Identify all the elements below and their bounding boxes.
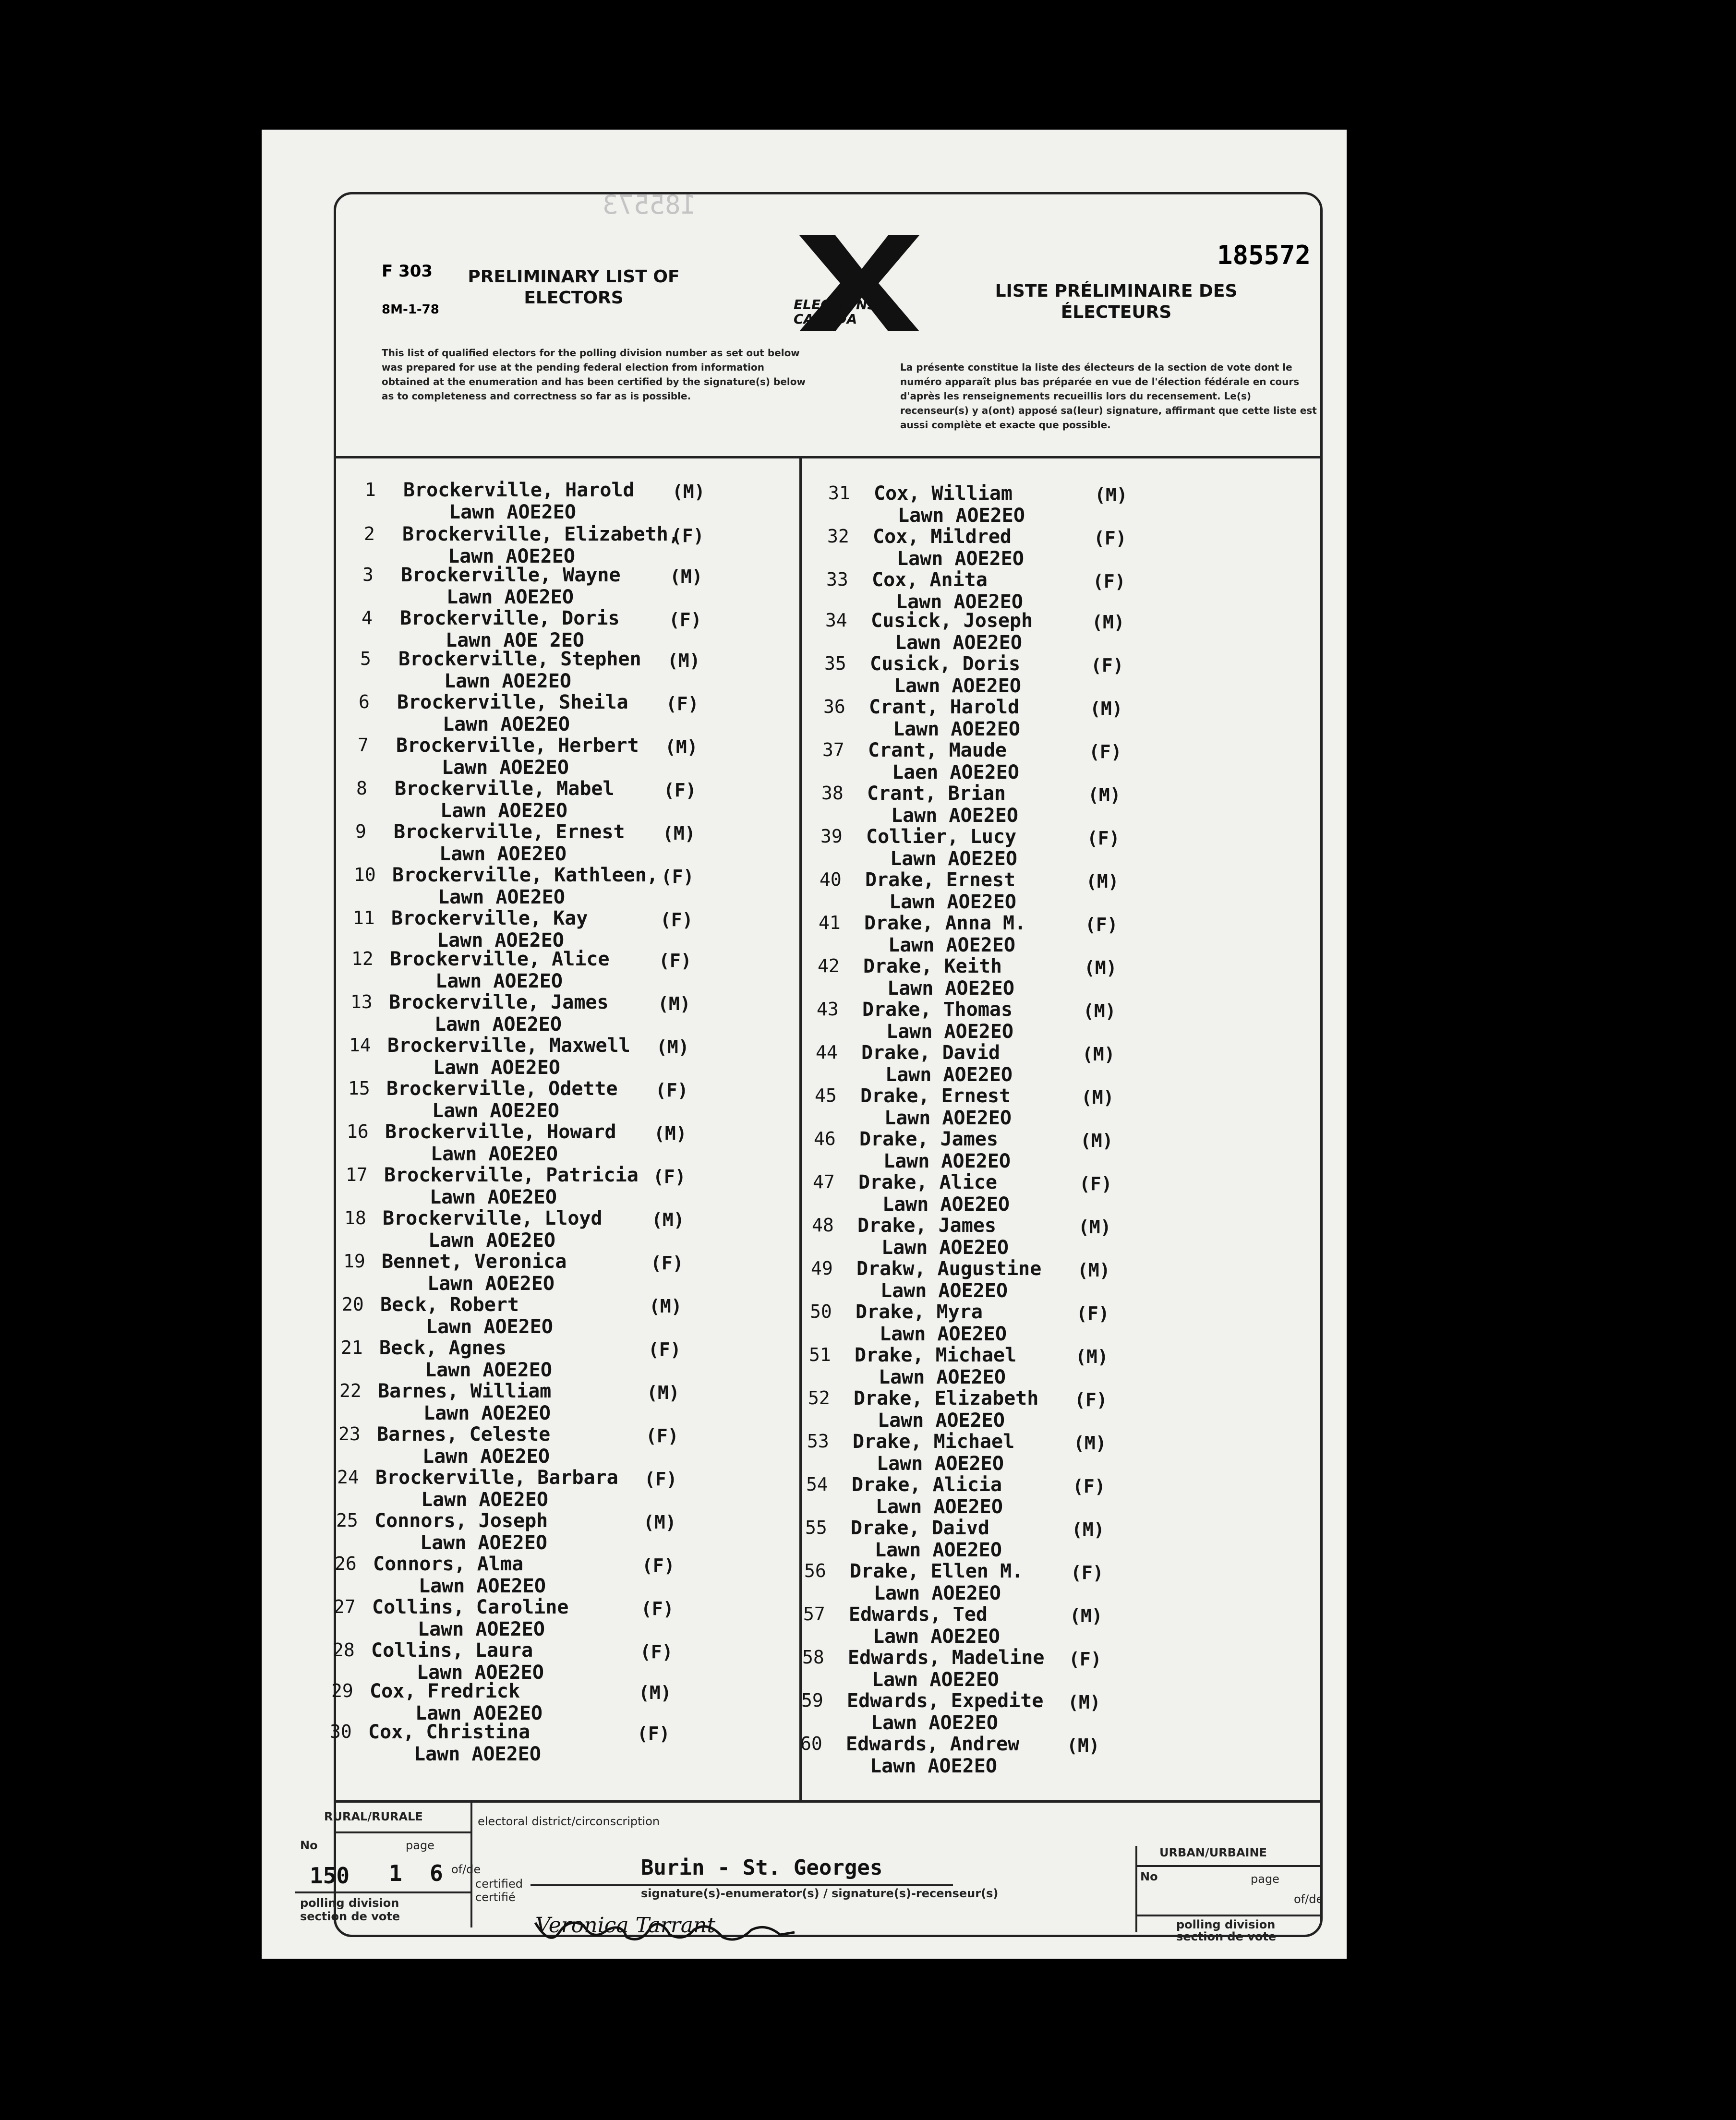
electoral-district-label: electoral district/circonscription (478, 1815, 660, 1828)
elector-address: Lawn AOE2EO (430, 1186, 557, 1208)
elector-address: Lawn AOE2EO (880, 1323, 1007, 1345)
elector-name: Cusick, Doris (870, 653, 1021, 675)
elector-address: Lawn AOE2EO (889, 891, 1016, 913)
logo-wordmark-line-1: ELECTIONS (794, 297, 877, 313)
elector-address: Lawn AOE2EO (425, 1359, 552, 1381)
elector-address: Laen AOE2EO (892, 761, 1019, 783)
elector-name: Brockerville, Howard (385, 1121, 616, 1143)
elector-name: Brockerville, Barbara (375, 1467, 618, 1489)
elector-address: Lawn AOE2EO (895, 632, 1022, 654)
elector-sex: (M) (651, 1209, 685, 1230)
elector-number: 17 (346, 1164, 368, 1185)
elector-number: 26 (335, 1553, 357, 1574)
elector-number: 33 (826, 569, 848, 590)
elector-number: 29 (331, 1680, 353, 1701)
elector-number: 2 (364, 523, 375, 544)
elector-address: Lawn AOE2EO (443, 713, 570, 735)
elector-sex: (F) (1085, 914, 1118, 935)
signature-label: signature(s)-enumerator(s) / signature(s)-recenseur(s) (641, 1887, 999, 1900)
elector-name: Barnes, William (378, 1380, 552, 1402)
elector-address: Lawn AOE2EO (884, 1107, 1012, 1129)
urban-of-label: of/de (1294, 1892, 1324, 1906)
elector-name: Bennet, Veronica (382, 1251, 567, 1273)
elector-sex: (M) (1070, 1605, 1103, 1626)
elector-address: Lawn AOE2EO (438, 886, 565, 908)
elector-number: 4 (362, 607, 373, 628)
elector-number: 47 (813, 1171, 835, 1192)
urban-box-divider (1135, 1846, 1137, 1932)
elector-address: Lawn AOE2EO (888, 934, 1015, 956)
elector-name: Brockerville, Mabel (395, 778, 615, 800)
elector-number: 50 (810, 1301, 832, 1322)
elector-sex: (F) (644, 1469, 677, 1490)
elector-sex: (M) (672, 481, 705, 502)
elector-address: Lawn AOE2EO (421, 1489, 548, 1511)
elector-number: 23 (338, 1423, 361, 1445)
elector-sex: (F) (1073, 1476, 1106, 1497)
elector-name: Beck, Agnes (379, 1337, 506, 1359)
elector-sex: (M) (1077, 1260, 1110, 1281)
elector-address: Lawn AOE2EO (439, 843, 567, 865)
urban-page-label: page (1251, 1872, 1279, 1886)
elector-sex: (F) (671, 525, 704, 546)
elector-address: Lawn AOE2EO (890, 848, 1017, 870)
elector-name: Brockerville, Kay (391, 907, 588, 929)
electors-list-sheet (262, 130, 1347, 1959)
elector-sex: (F) (1071, 1562, 1104, 1583)
elector-sex: (M) (658, 993, 691, 1014)
elector-sex: (F) (655, 1080, 688, 1101)
certifie-label: certifié (475, 1891, 516, 1904)
elector-sex: (F) (646, 1425, 679, 1446)
elector-number: 18 (344, 1207, 366, 1229)
elector-sex: (M) (654, 1123, 687, 1144)
elector-address: Lawn AOE2EO (427, 1273, 555, 1295)
elector-address: Lawn AOE2EO (893, 718, 1020, 740)
elector-sex: (F) (661, 866, 694, 887)
elector-name: Barnes, Celeste (377, 1423, 551, 1445)
elector-name: Drake, James (859, 1128, 998, 1150)
urban-label: URBAN/URBAINE (1159, 1846, 1267, 1859)
elector-sex: (M) (649, 1296, 682, 1317)
elector-address: Lawn AOE2EO (885, 1064, 1013, 1086)
rural-of-label: of/de (451, 1863, 481, 1876)
urban-box-top-rule (1135, 1865, 1323, 1867)
logo-wordmark-line-2: CANADA (794, 311, 857, 327)
elector-address: Lawn AOE2EO (879, 1366, 1006, 1388)
district-underline (530, 1884, 953, 1886)
electoral-district-name: Burin - St. Georges (641, 1855, 883, 1880)
elector-number: 59 (801, 1690, 823, 1711)
elector-name: Drake, Elizabeth (854, 1387, 1039, 1409)
elector-address: Lawn AOE2EO (417, 1662, 544, 1684)
title-english-line-2: ELECTORS (524, 288, 624, 308)
elector-name: Edwards, Expedite (847, 1690, 1044, 1712)
elector-address: Lawn AOE2EO (882, 1193, 1010, 1216)
elector-number: 37 (822, 739, 844, 760)
elector-name: Drake, Thomas (862, 999, 1013, 1021)
polling-division-label: polling division (300, 1896, 399, 1910)
urban-box-bottom-rule (1135, 1915, 1323, 1916)
elector-name: Brockerville, Wayne (401, 564, 621, 586)
form-date-code: 8M-1-78 (382, 302, 439, 317)
elector-sex: (M) (667, 650, 700, 671)
elector-number: 13 (350, 991, 373, 1012)
intro-text-english: This list of qualified electors for the polling division number as set out below was prepared for use at the pending federal election from information obtained at the enumeration and has been certified by the signature(s) below as to completeness and correctness so far as is possible. (382, 347, 806, 402)
elector-number: 41 (819, 912, 841, 933)
elector-name: Drake, Alicia (852, 1474, 1002, 1496)
elector-number: 9 (355, 821, 366, 842)
elector-address: Lawn AOE2EO (870, 1755, 997, 1777)
elector-name: Edwards, Madeline (848, 1647, 1045, 1669)
rural-page-label: page (406, 1839, 434, 1852)
elector-address: Lawn AOE2EO (435, 970, 563, 992)
elector-address: Lawn AOE2EO (414, 1743, 541, 1765)
elector-sex: (F) (1069, 1649, 1102, 1670)
elector-address: Lawn AOE2EO (898, 505, 1025, 527)
elector-number: 51 (809, 1344, 831, 1365)
elector-name: Drake, James (857, 1215, 996, 1237)
elector-name: Cox, Mildred (873, 526, 1012, 548)
elector-sex: (M) (1068, 1692, 1101, 1713)
elector-number: 52 (808, 1387, 830, 1409)
section-de-vote-label: section de vote (300, 1910, 400, 1923)
elector-address: Lawn AOE2EO (873, 1626, 1000, 1648)
elector-address: Lawn AOE2EO (419, 1575, 546, 1597)
elector-sex: (M) (1090, 698, 1123, 719)
elector-sex: (F) (642, 1555, 675, 1576)
elector-number: 25 (336, 1510, 358, 1531)
elector-number: 10 (354, 864, 376, 885)
elector-sex: (F) (663, 780, 697, 801)
elector-number: 43 (817, 999, 839, 1020)
elector-sex: (M) (1084, 957, 1117, 978)
elector-name: Drake, Anna M. (864, 912, 1026, 934)
elector-name: Edwards, Ted (849, 1603, 988, 1626)
elector-sex: (F) (651, 1253, 684, 1274)
elector-name: Drake, Alice (858, 1171, 997, 1193)
elector-name: Edwards, Andrew (846, 1733, 1020, 1755)
elector-sex: (M) (1073, 1433, 1107, 1454)
elector-address: Lawn AOE2EO (418, 1618, 545, 1640)
elector-address: Lawn AOE2EO (448, 545, 575, 567)
elector-number: 57 (803, 1603, 825, 1625)
elector-number: 40 (820, 869, 842, 890)
elector-sex: (F) (1074, 1389, 1108, 1410)
elector-sex: (F) (648, 1339, 681, 1360)
elector-sex: (F) (669, 609, 702, 630)
elector-address: Lawn AOE2EO (449, 501, 576, 523)
elector-sex: (F) (641, 1598, 674, 1619)
elector-address: Lawn AOE2EO (894, 675, 1021, 697)
elector-name: Brockerville, Harold (403, 479, 635, 501)
elector-name: Connors, Joseph (374, 1510, 548, 1532)
elector-name: Drake, Ellen M. (850, 1560, 1024, 1582)
elector-name: Brockerville, Doris (400, 607, 620, 629)
elector-name: Cox, Anita (872, 569, 988, 591)
elector-name: Brockerville, Herbert (396, 735, 639, 757)
polling-division-number: 150 (310, 1863, 350, 1889)
elector-sex: (M) (1082, 1044, 1115, 1065)
title-french-line-2: ÉLECTEURS (1061, 302, 1172, 322)
elector-sex: (M) (1081, 1087, 1114, 1108)
elector-number: 19 (343, 1251, 365, 1272)
elector-number: 45 (815, 1085, 837, 1106)
elector-address: Lawn AOE2EO (446, 586, 574, 608)
elector-name: Brockerville, Elizabeth, (402, 523, 680, 545)
elector-address: Lawn AOE2EO (883, 1150, 1011, 1172)
elector-number: 42 (818, 955, 840, 976)
elector-address: Lawn AOE2EO (886, 1021, 1013, 1043)
elector-number: 49 (811, 1258, 833, 1279)
elector-number: 12 (351, 948, 374, 969)
elector-name: Crant, Maude (868, 739, 1007, 761)
elector-number: 30 (330, 1721, 352, 1742)
title-english-line-1: PRELIMINARY LIST OF (468, 267, 680, 287)
elector-number: 35 (824, 653, 846, 674)
elector-number: 34 (825, 610, 847, 631)
elector-name: Drake, Michael (853, 1431, 1015, 1453)
elector-address: Lawn AOE2EO (422, 1445, 550, 1468)
elector-name: Brockerville, James (389, 991, 609, 1013)
elector-number: 60 (800, 1733, 822, 1754)
elector-address: Lawn AOE2EO (428, 1229, 555, 1252)
elector-sex: (M) (665, 736, 698, 758)
elector-sex: (M) (1083, 1000, 1116, 1022)
electors-list (262, 130, 1347, 1810)
elector-name: Collier, Lucy (866, 826, 1017, 848)
elector-name: Drake, David (861, 1042, 1000, 1064)
urban-section-de-vote-label: section de vote (1176, 1930, 1277, 1943)
elector-name: Crant, Brian (867, 783, 1006, 805)
elector-name: Drake, Michael (855, 1344, 1017, 1366)
elector-number: 56 (804, 1560, 826, 1581)
elector-number: 55 (805, 1517, 827, 1538)
elector-sex: (F) (1076, 1303, 1109, 1324)
elector-sex: (M) (647, 1382, 680, 1403)
elector-name: Brockerville, Alice (390, 948, 610, 970)
elector-number: 38 (821, 783, 844, 804)
enumerator-signature (530, 1903, 799, 1956)
elector-name: Brockerville, Odette (386, 1078, 618, 1100)
elector-sex: (F) (1089, 741, 1122, 762)
serial-number-bleedthrough: 185573 (603, 190, 697, 220)
elector-name: Brockerville, Maxwell (387, 1035, 630, 1057)
elector-number: 32 (827, 526, 849, 547)
elector-address: Lawn AOE2EO (871, 1712, 998, 1734)
elector-name: Connors, Alma (373, 1553, 524, 1575)
elector-number: 22 (339, 1380, 362, 1401)
elector-name: Brockerville, Lloyd (383, 1207, 603, 1229)
elector-address: Lawn AOE2EO (433, 1057, 560, 1079)
elector-sex: (M) (1080, 1130, 1113, 1151)
elector-number: 39 (820, 826, 843, 847)
urban-polling-division-label: polling division (1176, 1918, 1276, 1931)
elector-sex: (F) (1079, 1173, 1112, 1194)
elector-name: Brockerville, Ernest (394, 821, 625, 843)
rural-label: RURAL/RURALE (324, 1810, 423, 1823)
elector-name: Crant, Harold (869, 696, 1020, 718)
elector-address: Lawn AOE2EO (872, 1669, 999, 1691)
elector-address: Lawn AOE2EO (432, 1100, 559, 1122)
elector-name: Drake, Ernest (865, 869, 1016, 891)
elector-address: Lawn AOE2EO (875, 1539, 1002, 1561)
elector-name: Cusick, Joseph (871, 610, 1033, 632)
elector-address: Lawn AOE2EO (431, 1143, 558, 1165)
elector-sex: (F) (659, 950, 692, 971)
elector-number: 48 (812, 1215, 834, 1236)
elector-name: Cox, William (874, 482, 1013, 505)
elector-address: Lawn AOE2EO (881, 1237, 1009, 1259)
elector-sex: (F) (1093, 571, 1126, 592)
elector-name: Drake, Ernest (860, 1085, 1011, 1107)
elector-sex: (F) (1094, 528, 1127, 549)
elector-number: 24 (337, 1467, 359, 1488)
elector-sex: (F) (653, 1166, 686, 1187)
elector-number: 20 (342, 1294, 364, 1315)
elector-number: 36 (823, 696, 845, 717)
elector-name: Cox, Fredrick (370, 1680, 520, 1702)
elector-name: Brockerville, Sheila (397, 691, 628, 713)
elector-address: Lawn AOE2EO (887, 977, 1014, 1000)
elector-number: 1 (365, 479, 376, 500)
elector-number: 8 (356, 778, 367, 799)
elector-name: Brockerville, Stephen (398, 648, 641, 670)
elector-number: 46 (814, 1128, 836, 1149)
elector-sex: (F) (660, 909, 693, 930)
elector-sex: (F) (637, 1723, 670, 1744)
elector-address: Lawn AOE2EO (440, 800, 567, 822)
elector-name: Beck, Robert (380, 1294, 519, 1316)
form-number: F 303 (382, 262, 433, 281)
elector-number: 6 (359, 691, 370, 712)
elector-number: 14 (349, 1035, 371, 1056)
rural-no-label: No (300, 1839, 318, 1852)
elector-number: 5 (360, 648, 371, 669)
elector-name: Collins, Laura (371, 1639, 533, 1662)
elector-sex: (M) (639, 1682, 672, 1703)
elector-number: 15 (348, 1078, 370, 1099)
elector-sex: (M) (1075, 1346, 1109, 1367)
rural-box-bottom-rule (295, 1891, 470, 1893)
elector-sex: (F) (666, 693, 699, 714)
elector-address: Lawn AOE2EO (426, 1316, 553, 1338)
elector-address: Lawn AOE 2EO (446, 629, 584, 651)
elector-sex: (F) (1091, 655, 1124, 676)
page-number: 1 (389, 1860, 402, 1886)
elector-address: Lawn AOE2EO (891, 805, 1018, 827)
elector-number: 16 (347, 1121, 369, 1142)
elector-address: Lawn AOE2EO (442, 757, 569, 779)
elector-name: Collins, Caroline (372, 1596, 569, 1618)
elector-address: Lawn AOE2EO (878, 1409, 1005, 1432)
elector-sex: (M) (1072, 1519, 1105, 1540)
elector-number: 31 (828, 482, 850, 504)
elector-number: 28 (333, 1639, 355, 1661)
elector-address: Lawn AOE2EO (423, 1402, 551, 1424)
serial-number: 185572 (1217, 240, 1311, 270)
intro-text-french: La présente constitue la liste des électeurs de la section de vote dont le numéro apparaît plus bas préparée en vue de l'élection fédérale en cours d'après les renseignements recueillis lors du recensement. Le(s) recenseur(s) y a(ont) apposé sa(leur) signature, affirmant que cette liste est aussi complète et exacte que possible. (900, 361, 1317, 431)
elector-number: 3 (362, 564, 374, 585)
elector-address: Lawn AOE2EO (415, 1702, 542, 1724)
elector-number: 54 (806, 1474, 828, 1495)
page-of-total: 6 (430, 1860, 443, 1886)
certified-label: certified (475, 1877, 523, 1891)
elector-sex: (M) (1092, 612, 1125, 633)
elector-name: Brockerville, Kathleen, (392, 864, 658, 886)
elector-name: Drake, Daivd (851, 1517, 989, 1539)
title-french-line-1: LISTE PRÉLIMINAIRE DES (995, 281, 1238, 301)
signature-text: Veronica Tarrant (535, 1913, 716, 1938)
elector-sex: (M) (663, 823, 696, 844)
elector-sex: (F) (1087, 828, 1120, 849)
elector-sex: (M) (643, 1512, 676, 1533)
elector-sex: (M) (1067, 1735, 1100, 1756)
elector-number: 7 (358, 735, 369, 756)
urban-no-label: No (1140, 1870, 1158, 1883)
elector-name: Drakw, Augustine (856, 1258, 1042, 1280)
elector-address: Lawn AOE2EO (434, 1013, 562, 1036)
elector-sex: (F) (640, 1641, 673, 1662)
elector-number: 11 (353, 907, 375, 928)
elector-number: 53 (807, 1431, 829, 1452)
elector-address: Lawn AOE2EO (877, 1453, 1004, 1475)
elector-address: Lawn AOE2EO (420, 1532, 547, 1554)
rural-box-top-rule (334, 1831, 470, 1833)
elector-number: 44 (816, 1042, 838, 1063)
elector-address: Lawn AOE2EO (880, 1280, 1008, 1302)
elector-sex: (M) (1078, 1217, 1111, 1238)
elector-address: Lawn AOE2EO (437, 929, 564, 952)
elector-address: Lawn AOE2EO (876, 1496, 1003, 1518)
elector-sex: (M) (1088, 784, 1121, 806)
elector-number: 21 (341, 1337, 363, 1358)
elector-sex: (M) (656, 1036, 689, 1058)
elector-number: 58 (802, 1647, 824, 1668)
elector-address: Lawn AOE2EO (896, 591, 1023, 613)
elector-name: Drake, Myra (856, 1301, 983, 1323)
elector-number: 27 (334, 1596, 356, 1617)
elector-name: Drake, Keith (863, 955, 1002, 977)
elector-name: Brockerville, Patricia (384, 1164, 639, 1186)
elector-address: Lawn AOE2EO (897, 548, 1024, 570)
elector-sex: (M) (1095, 484, 1128, 506)
elector-name: Cox, Christina (368, 1721, 530, 1743)
elector-address: Lawn AOE2EO (874, 1582, 1001, 1604)
elector-address: Lawn AOE2EO (444, 670, 571, 692)
elector-sex: (M) (1086, 871, 1119, 892)
elector-sex: (M) (670, 566, 703, 587)
